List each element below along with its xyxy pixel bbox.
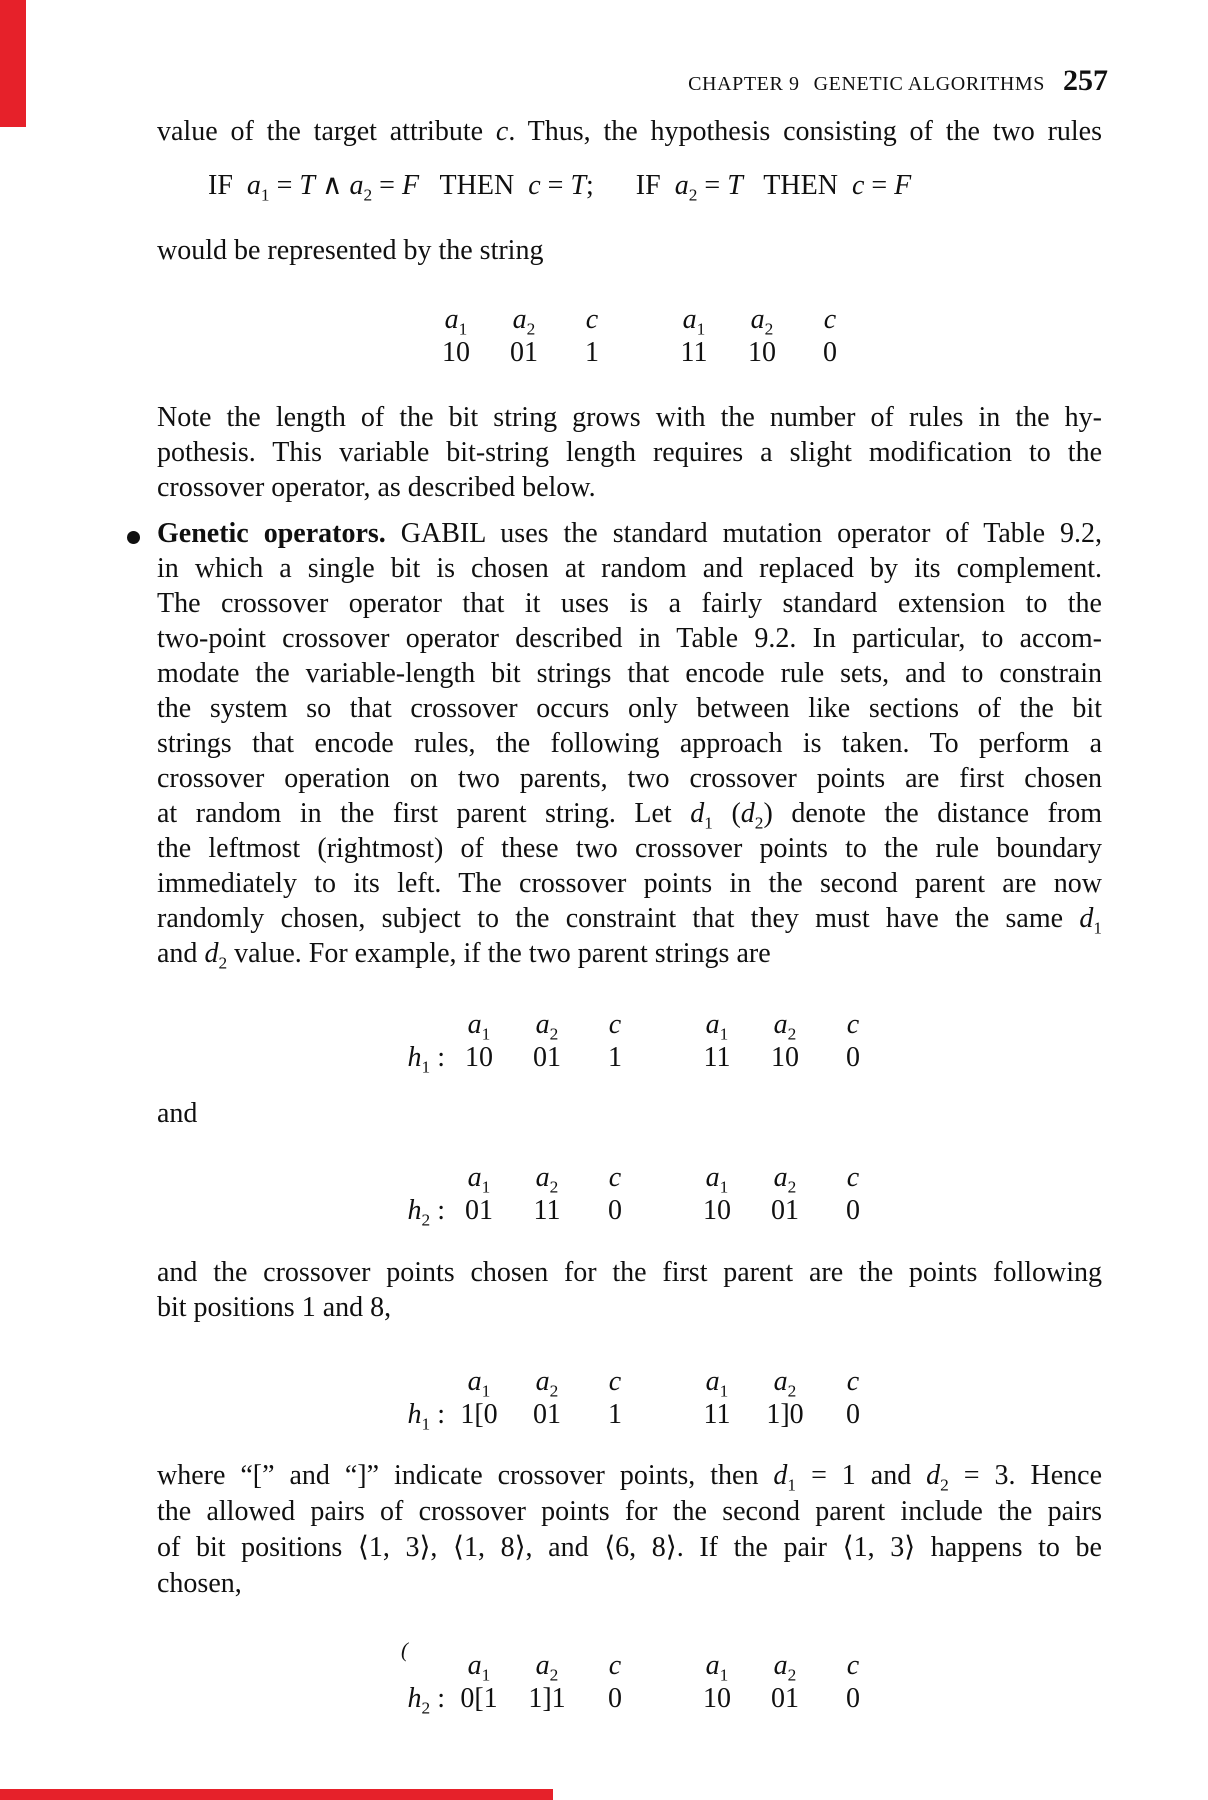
running-header — [0, 64, 1108, 98]
text-line: randomly chosen, subject to the constraint that they must have the same $d_1$ — [157, 903, 1102, 938]
table-header-cell: c — [585, 304, 599, 335]
text-line: chosen, — [157, 1568, 242, 1599]
table-header-row — [337, 303, 864, 339]
table-header-cell: c — [846, 1650, 860, 1681]
table-header-cell: c — [608, 1162, 622, 1193]
table-row-label: $h_2$ : — [407, 1195, 445, 1230]
table-value-row — [360, 1041, 887, 1077]
table-value-cell: 0 — [846, 1195, 860, 1226]
text-line: crossover operation on two parents, two crossover points are first chosen — [157, 763, 1102, 794]
table-group-gap — [649, 1194, 683, 1227]
table-header-cell: $a_1$ — [705, 1650, 729, 1685]
where-paragraph — [157, 1458, 1102, 1602]
table-header-cell: $a_2$ — [750, 304, 774, 339]
table-header-cell: $a_1$ — [467, 1162, 491, 1197]
bitstring-table-h1 — [360, 1008, 887, 1077]
table-header-cell: $a_1$ — [705, 1366, 729, 1401]
table-value-cell: 01 — [465, 1195, 493, 1226]
table-value-cell: 01 — [510, 337, 538, 368]
table-header-cell: $a_1$ — [467, 1009, 491, 1044]
text-line: in which a single bit is chosen at random and replaced by its complement. — [157, 553, 1102, 584]
table-value-cell: 10 — [703, 1683, 731, 1714]
table-value-row — [360, 1398, 887, 1434]
text-line: the leftmost (rightmost) of these two crossover points to the rule boundary — [157, 833, 1102, 864]
table-row-label — [360, 1161, 445, 1194]
text-line: modate the variable-length bit strings that encode rule sets, and to constrain — [157, 658, 1102, 689]
table-value-cell: 1]1 — [528, 1683, 566, 1714]
table-row-label: $h_2$ : — [407, 1683, 445, 1718]
table-value-cell: 01 — [533, 1399, 561, 1430]
table-group-gap — [649, 1398, 683, 1431]
text-line: pothesis. This variable bit-string length requires a slight modification to the — [157, 437, 1102, 468]
text-line: bit positions 1 and 8, — [157, 1292, 392, 1323]
table-value-cell: 10 — [748, 337, 776, 368]
table-value-cell: 0 — [846, 1399, 860, 1430]
bitstring-table-h1-crossover — [360, 1365, 887, 1434]
table-header-cell: $a_2$ — [535, 1650, 559, 1685]
table-row-label — [360, 1649, 445, 1682]
table-value-cell: 01 — [533, 1042, 561, 1073]
text-line: strings that encode rules, the following approach is taken. To perform a — [157, 728, 1102, 759]
table-header-cell: $a_1$ — [682, 304, 706, 339]
string-intro-line: would be represented by the string — [157, 235, 544, 266]
table-value-cell: 10 — [465, 1042, 493, 1073]
text-line: of bit positions ⟨1, 3⟩, ⟨1, 8⟩, and ⟨6, 8⟩. If the pair ⟨1, 3⟩ happens to be — [157, 1532, 1102, 1563]
table-row-label — [360, 1008, 445, 1041]
text-line: two-point crossover operator described in Table 9.2. In particular, to accom- — [157, 623, 1102, 654]
table-header-row — [360, 1161, 887, 1197]
table-header-cell: c — [846, 1162, 860, 1193]
table-row-label — [337, 303, 422, 336]
table-header-cell: $a_2$ — [512, 304, 536, 339]
header-chapter-label: CHAPTER 9 — [688, 73, 800, 95]
rule-equation: IF $a_1 = T$ ∧ $a_2 = F$ THEN c = T; IF $a_2 = T$ THEN c = F — [208, 170, 912, 205]
header-section-title: GENETIC ALGORITHMS — [813, 73, 1045, 95]
text-line: where “[” and “]” indicate crossover points, then $d_1 = 1$ and $d_2 = 3$. Hence — [157, 1460, 1103, 1495]
table-group-gap — [649, 1161, 683, 1194]
bitstring-table-h2-chosen — [360, 1649, 887, 1718]
table-header-cell: c — [846, 1366, 860, 1397]
table-row-label: $h_1$ : — [407, 1042, 445, 1077]
table-group-gap — [649, 1041, 683, 1074]
table-value-cell: 01 — [771, 1195, 799, 1226]
note-paragraph — [157, 400, 1102, 505]
genetic-operators-paragraph — [157, 516, 1102, 971]
table-value-row — [337, 336, 864, 369]
table-value-cell: 1[0 — [460, 1399, 498, 1430]
table-value-cell: 01 — [771, 1683, 799, 1714]
table-header-row — [360, 1649, 887, 1685]
table-header-cell: $a_2$ — [773, 1650, 797, 1685]
table-header-cell: $a_1$ — [444, 304, 468, 339]
table-group-gap — [649, 1008, 683, 1041]
table-group-gap — [626, 336, 660, 369]
table-header-row — [360, 1008, 887, 1044]
table-header-row — [360, 1365, 887, 1401]
table-value-cell: 0 — [608, 1683, 622, 1714]
page-number: 257 — [1063, 64, 1108, 97]
table-header-cell: c — [608, 1009, 622, 1040]
table-value-cell: 1 — [608, 1399, 622, 1430]
table-row-label — [360, 1365, 445, 1398]
table-row-label: $h_1$ : — [407, 1399, 445, 1434]
table-header-cell: c — [823, 304, 837, 335]
stray-mark: ( — [401, 1638, 408, 1662]
table-group-gap — [649, 1649, 683, 1682]
text-line: Genetic operators. GABIL uses the standard mutation operator of Table 9.2, — [157, 518, 1102, 549]
table-value-row — [360, 1682, 887, 1718]
table-header-cell: $a_2$ — [535, 1366, 559, 1401]
scan-artifact-red-strip-bottom — [0, 1789, 553, 1800]
table-header-cell: $a_2$ — [773, 1009, 797, 1044]
bitstring-table-encoded — [337, 303, 864, 369]
table-header-cell: $a_2$ — [535, 1009, 559, 1044]
table-value-row — [360, 1194, 887, 1230]
text-line: at random in the first parent string. Let $d_1$ $(d_2)$ denote the distance from — [157, 798, 1102, 833]
table-header-cell: $a_2$ — [773, 1162, 797, 1197]
table-value-cell: 1 — [608, 1042, 622, 1073]
table-header-cell: $a_1$ — [705, 1009, 729, 1044]
table-value-cell: 0[1 — [460, 1683, 498, 1714]
table-value-cell: 10 — [771, 1042, 799, 1073]
crossover-points-paragraph — [157, 1255, 1102, 1325]
table-header-cell: $a_1$ — [467, 1366, 491, 1401]
table-value-cell: 11 — [680, 337, 708, 368]
table-value-cell: 1]0 — [766, 1399, 804, 1430]
text-line: the system so that crossover occurs only between like sections of the bit — [157, 693, 1102, 724]
paragraph-intro: value of the target attribute c. Thus, the hypothesis consisting of the two rules — [157, 116, 1102, 147]
table-value-cell: 11 — [703, 1399, 731, 1430]
table-header-cell: $a_2$ — [535, 1162, 559, 1197]
table-value-cell: 10 — [703, 1195, 731, 1226]
text-line: and the crossover points chosen for the first parent are the points following — [157, 1257, 1102, 1288]
table-group-gap — [649, 1682, 683, 1715]
table-value-cell: 10 — [442, 337, 470, 368]
table-header-cell: $a_2$ — [773, 1366, 797, 1401]
table-header-cell: c — [846, 1009, 860, 1040]
table-header-cell: c — [608, 1366, 622, 1397]
text-line: Note the length of the bit string grows with the number of rules in the hy- — [157, 402, 1102, 433]
table-header-cell: $a_1$ — [467, 1650, 491, 1685]
table-value-cell: 0 — [846, 1683, 860, 1714]
table-header-cell: $a_1$ — [705, 1162, 729, 1197]
table-value-cell: 1 — [585, 337, 599, 368]
table-row-label — [337, 336, 422, 369]
table-value-cell: 11 — [533, 1195, 561, 1226]
table-value-cell: 0 — [823, 337, 837, 368]
table-group-gap — [626, 303, 660, 336]
table-value-cell: 0 — [608, 1195, 622, 1226]
bullet-dot — [127, 531, 140, 544]
bitstring-table-h2 — [360, 1161, 887, 1230]
text-line: immediately to its left. The crossover points in the second parent are now — [157, 868, 1102, 899]
text-line: and $d_2$ value. For example, if the two parent strings are — [157, 938, 771, 973]
text-line: crossover operator, as described below. — [157, 472, 596, 503]
table-value-cell: 0 — [846, 1042, 860, 1073]
table-group-gap — [649, 1365, 683, 1398]
table-value-cell: 11 — [703, 1042, 731, 1073]
text-line: The crossover operator that it uses is a fairly standard extension to the — [157, 588, 1102, 619]
text-line: the allowed pairs of crossover points for the second parent include the pairs — [157, 1496, 1102, 1527]
table-header-cell: c — [608, 1650, 622, 1681]
and-connector: and — [157, 1098, 198, 1129]
